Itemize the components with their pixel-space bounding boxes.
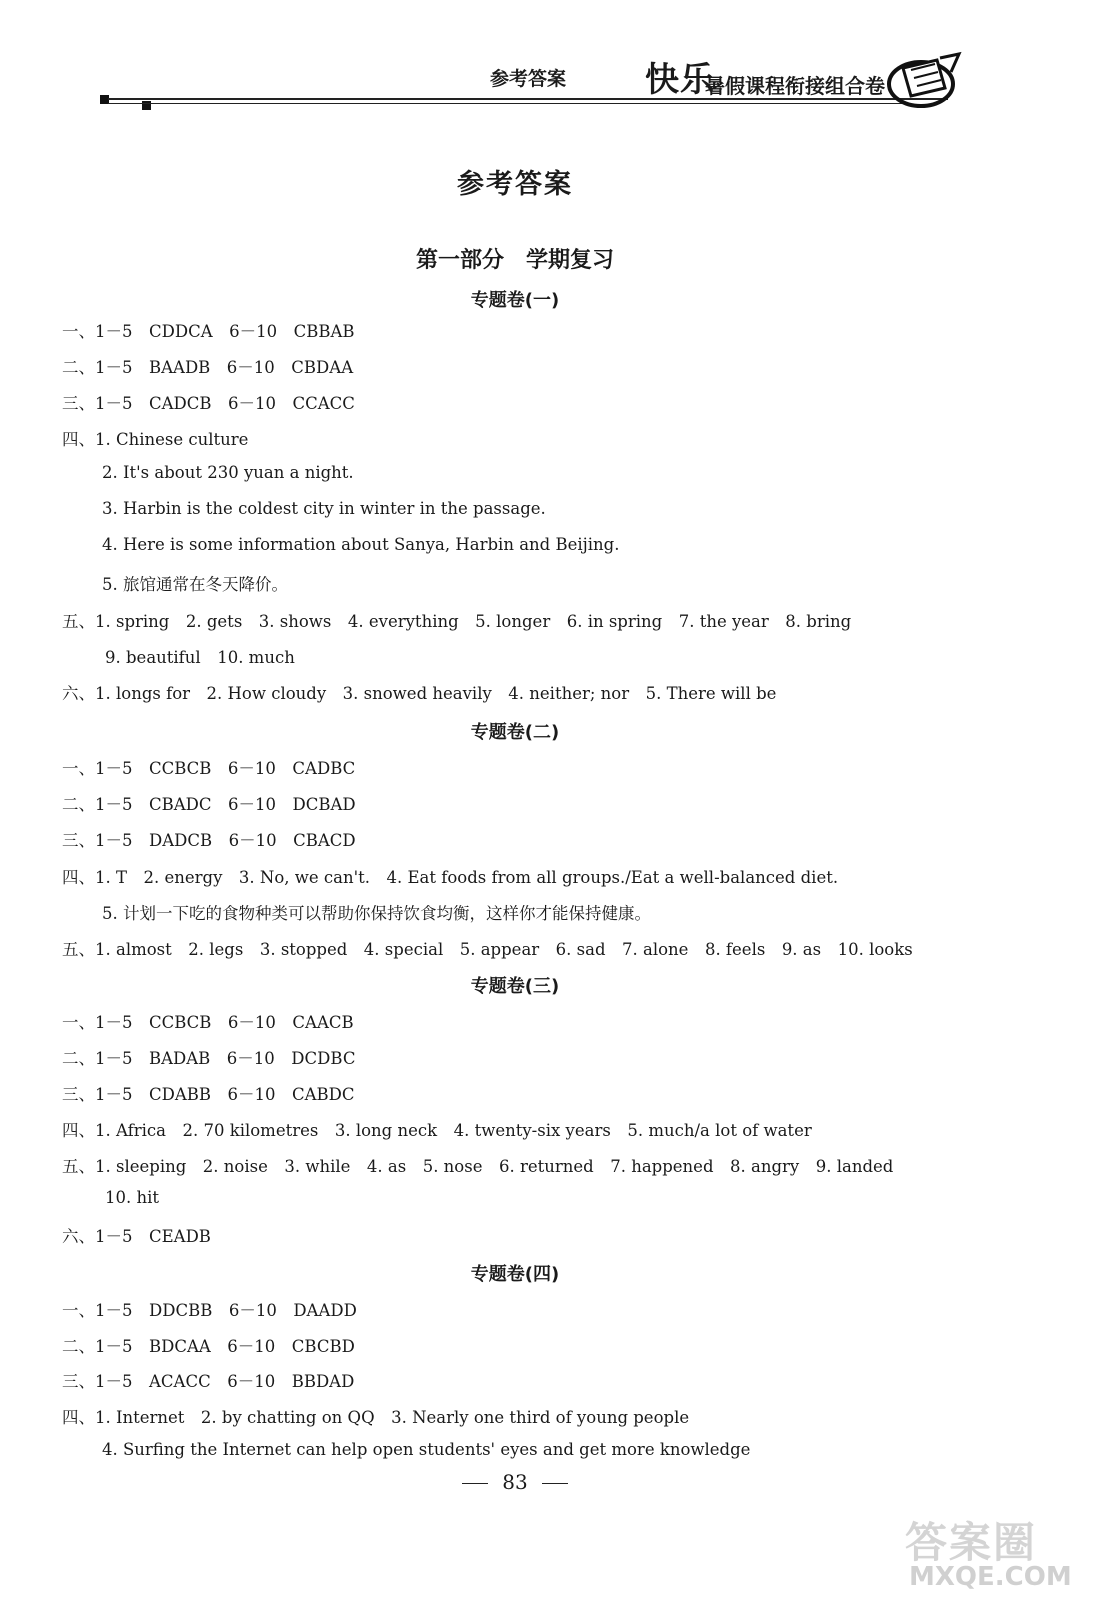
answer-line: 5. 计划一下吃的食物种类可以帮助你保持饮食均衡，这样你才能保持健康。 xyxy=(102,904,651,923)
page-number-dash xyxy=(542,1483,568,1484)
answer-line: 4. Surfing the Internet can help open students' eyes and get more knowledge xyxy=(102,1440,751,1459)
answer-line: 5. 旅馆通常在冬天降价。 xyxy=(102,575,288,594)
page-number: 83 xyxy=(502,1470,528,1494)
section-title: 专题卷(四) xyxy=(470,1264,560,1285)
answer-line: 2. It's about 230 yuan a night. xyxy=(102,463,354,482)
answer-line: 一、1－5 CCBCB 6－10 CAACB xyxy=(62,1013,354,1032)
section-title: 专题卷(二) xyxy=(470,722,560,743)
section-title: 专题卷(三) xyxy=(470,976,560,997)
answer-line: 10. hit xyxy=(105,1188,160,1207)
answer-line: 一、1－5 DDCBB 6－10 DAADD xyxy=(62,1301,357,1320)
answer-line: 一、1－5 CCBCB 6－10 CADBC xyxy=(62,759,356,778)
answer-line: 一、1－5 CDDCA 6－10 CBBAB xyxy=(62,322,355,341)
page-number-dash xyxy=(462,1483,488,1484)
book-logo-icon xyxy=(885,50,965,110)
site-watermark xyxy=(905,1510,1075,1595)
header-series-title: 暑假课程衔接组合卷 xyxy=(705,74,885,98)
header-rule-thin xyxy=(108,103,908,104)
page-number-container xyxy=(0,1470,1030,1494)
answer-line: 二、1－5 BADAB 6－10 DCDBC xyxy=(62,1049,356,1068)
answer-line: 9. beautiful 10. much xyxy=(105,648,295,667)
answer-line: 四、1. Internet 2. by chatting on QQ 3. Nearly one third of young people xyxy=(62,1408,690,1427)
page-header xyxy=(0,0,1100,130)
answer-line: 四、1. T 2. energy 3. No, we can't. 4. Eat foods from all groups./Eat a well-balanced diet. xyxy=(62,868,839,887)
answer-line: 三、1－5 CADCB 6－10 CCACC xyxy=(62,394,355,413)
answer-line: 3. Harbin is the coldest city in winter in the passage. xyxy=(102,499,546,518)
section-title: 专题卷(一) xyxy=(470,290,560,311)
header-brand: 快乐 xyxy=(645,60,715,100)
answer-line: 六、1. longs for 2. How cloudy 3. snowed heavily 4. neither; nor 5. There will be xyxy=(62,684,777,703)
answer-line: 四、1. Chinese culture xyxy=(62,430,249,449)
answer-line: 二、1－5 BAADB 6－10 CBDAA xyxy=(62,358,354,377)
watermark-url: MXQE.COM xyxy=(909,1562,1072,1592)
answer-line: 二、1－5 BDCAA 6－10 CBCBD xyxy=(62,1337,355,1356)
answer-line: 4. Here is some information about Sanya, Harbin and Beijing. xyxy=(102,535,620,554)
watermark-logo-text: 答案圈 xyxy=(905,1518,1038,1567)
part-title: 第一部分 学期复习 xyxy=(415,248,614,273)
answer-line: 五、1. sleeping 2. noise 3. while 4. as 5. nose 6. returned 7. happened 8. angry 9. landed xyxy=(62,1157,894,1176)
answer-line: 六、1－5 CEADB xyxy=(62,1227,211,1246)
answer-line: 三、1－5 CDABB 6－10 CABDC xyxy=(62,1085,355,1104)
header-answer-label: 参考答案 xyxy=(490,68,567,90)
answer-line: 二、1－5 CBADC 6－10 DCBAD xyxy=(62,795,356,814)
page-title: 参考答案 xyxy=(457,169,573,200)
answer-line: 三、1－5 DADCB 6－10 CBACD xyxy=(62,831,356,850)
answer-line: 四、1. Africa 2. 70 kilometres 3. long neck 4. twenty-six years 5. much/a lot of water xyxy=(62,1121,812,1140)
answer-line: 五、1. spring 2. gets 3. shows 4. everything 5. longer 6. in spring 7. the year 8. bring xyxy=(62,612,852,631)
answer-line: 五、1. almost 2. legs 3. stopped 4. special 5. appear 6. sad 7. alone 8. feels 9. as 10. looks xyxy=(62,940,913,959)
answer-line: 三、1－5 ACACC 6－10 BBDAD xyxy=(62,1372,355,1391)
